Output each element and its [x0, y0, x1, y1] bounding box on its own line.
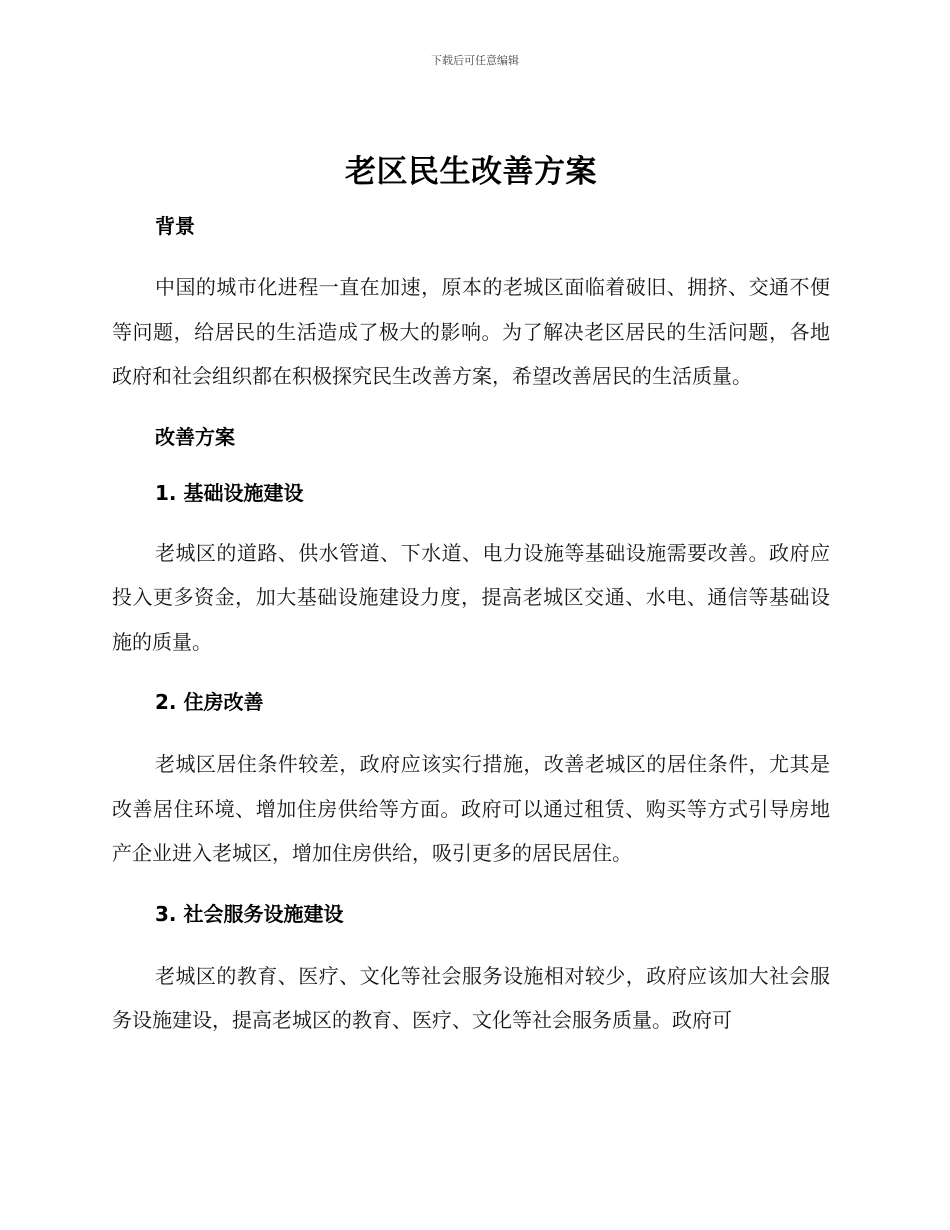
page-header-note: 下载后可任意编辑	[431, 54, 519, 67]
document-title: 老区民生改善方案	[345, 154, 597, 190]
section-2-heading: 2. 住房改善	[155, 690, 264, 714]
section-3-paragraph: 老城区的教育、医疗、文化等社会服务设施相对较少，政府应该加大社会服务设施建设，提高老城区的教育、医疗、文化等社会服务质量。政府可	[112, 963, 830, 1032]
background-paragraph: 中国的城市化进程一直在加速，原本的老城区面临着破旧、拥挤、交通不便等问题，给居民的生活造成了极大的影响。为了解决老区居民的生活问题，各地政府和社会组织都在积极探究民生改善方案，希望改善居民的生活质量。	[112, 275, 830, 388]
document-content	[112, 148, 830, 1043]
section-1-heading: 1. 基础设施建设	[155, 480, 304, 505]
section-1-paragraph: 老城区的道路、供水管道、下水道、电力设施等基础设施需要改善。政府应投入更多资金，加大基础设施建设力度，提高老城区交通、水电、通信等基础设施的质量。	[112, 540, 830, 654]
section-3-heading: 3. 社会服务设施建设	[155, 901, 344, 926]
plan-heading: 改善方案	[155, 424, 235, 449]
section-2-paragraph: 老城区居住条件较差，政府应该实行措施，改善老城区的居住条件，尤其是改善居住环境、增加住房供给等方面。政府可以通过租赁、购买等方式引导房地产企业进入老城区，增加住房供给，吸引更多的居民居住。	[112, 752, 830, 865]
background-heading: 背景	[155, 214, 195, 238]
